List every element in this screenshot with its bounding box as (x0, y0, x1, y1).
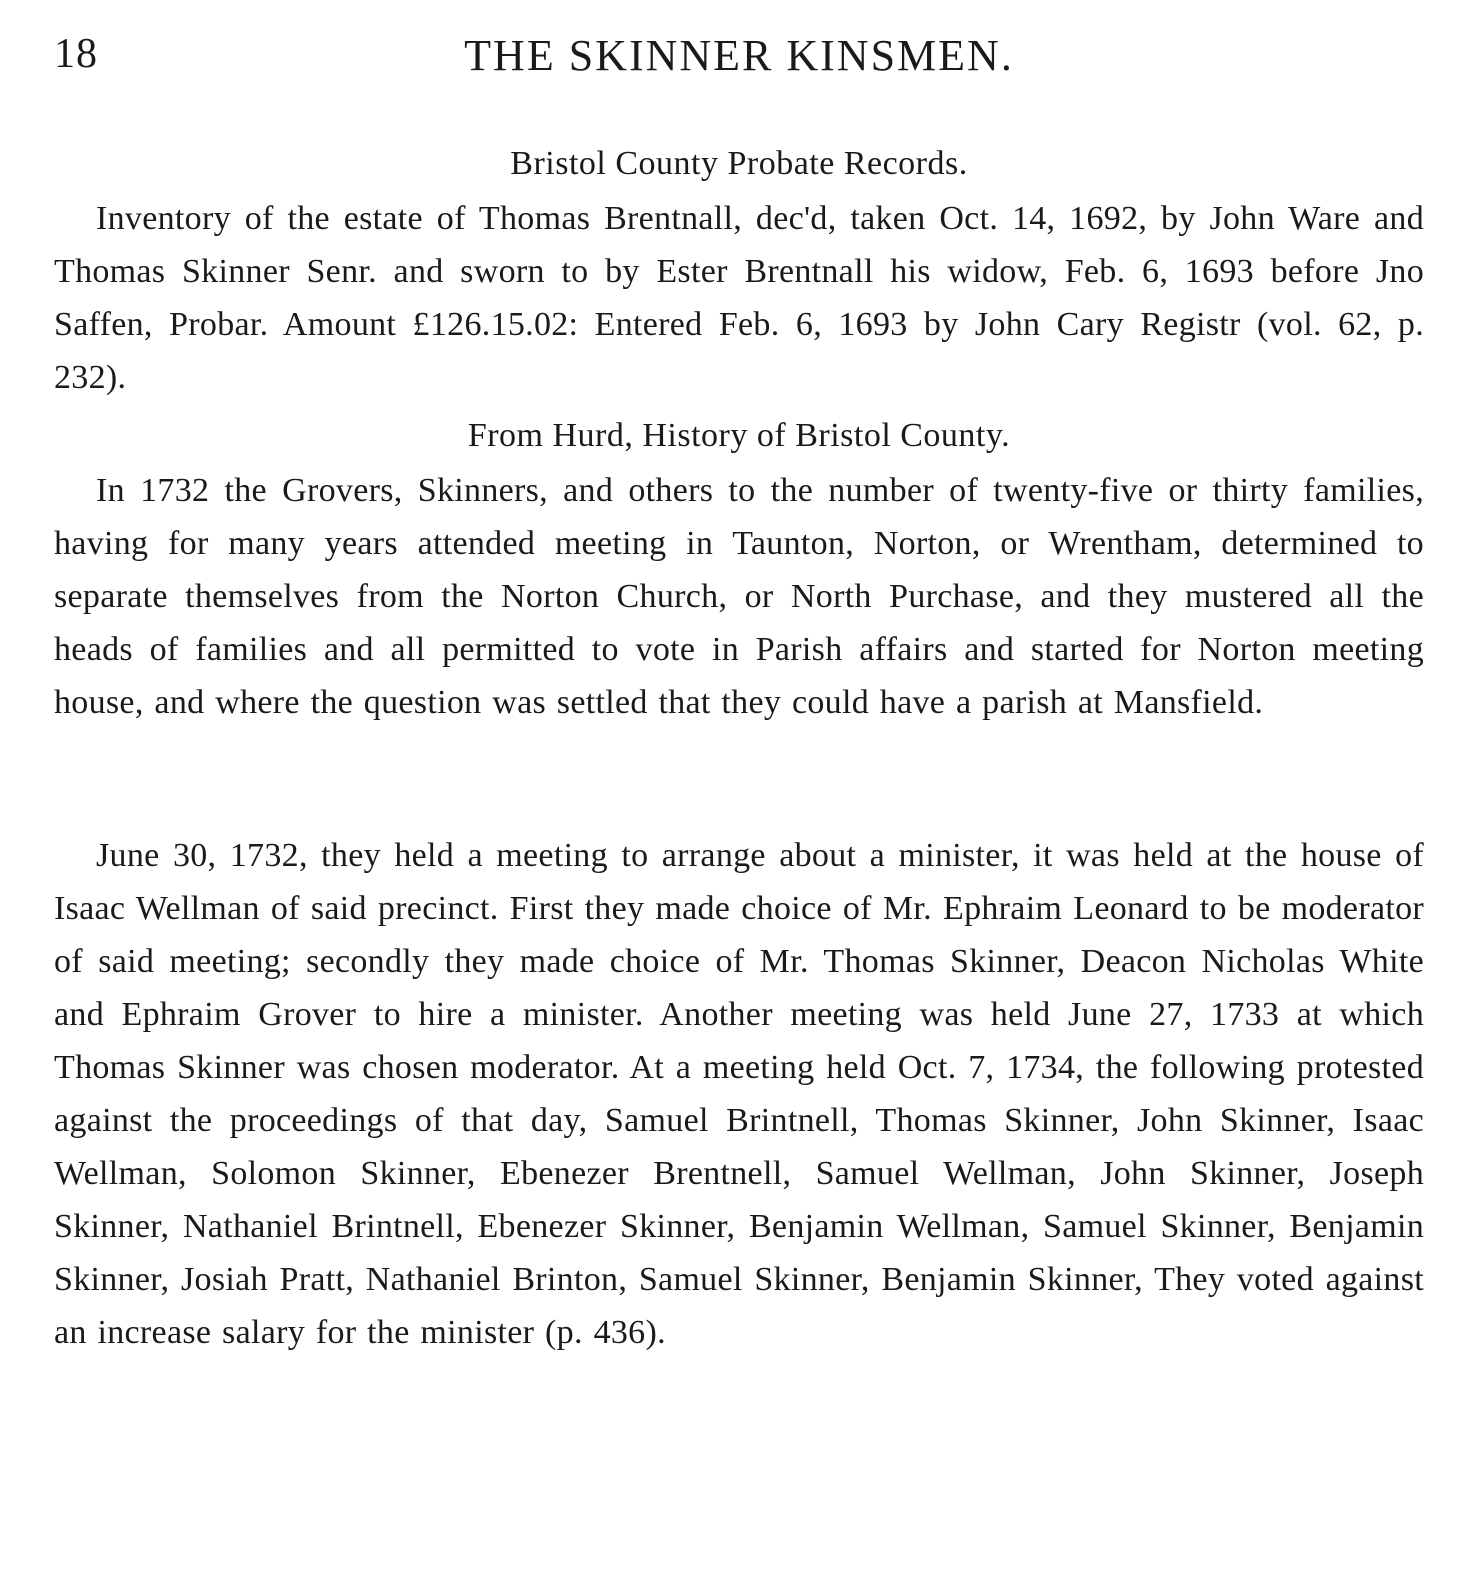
page-number: 18 (54, 31, 98, 77)
section-heading-hurd-history: From Hurd, History of Bristol County. (467, 417, 1011, 454)
paragraph-inventory: Inventory of the estate of Thomas Brentnall, dec'd, taken Oct. 14, 1692, by John Ware and Thomas Skinner Senr. and sworn to by Ester Brentnall his widow, Feb. 6, 1693 before Jno Saffen, Probar. Amount £126.15.02: Entered Feb. 6, 1693 by John Cary Registr (vol. 62, p. 232). (54, 200, 1424, 396)
section-heading-probate-records: Bristol County Probate Records. (510, 145, 968, 182)
paragraph-minister-meeting: June 30, 1732, they held a meeting to arrange about a minister, it was held at the house of Isaac Wellman of said precinct. First they made choice of Mr. Ephraim Leonard to be moderator of said meeting; secondly they made choice of Mr. Thomas Skinner, Deacon Nicholas White and Ephraim Grover to hire a minister. Another meeting was held June 27, 1733 at which Thomas Skinner was chosen moderator. At a meeting held Oct. 7, 1734, the following protested against the proceedings of that day, Samuel Brintnell, Thomas Skinner, John Skinner, Isaac Wellman, Solomon Skinner, Ebenezer Brentnell, Samuel Wellman, John Skinner, Joseph Skinner, Nathaniel Brintnell, Ebenezer Skinner, Benjamin Wellman, Samuel Skinner, Benjamin Skinner, Josiah Pratt, Nathaniel Brinton, Samuel Skinner, Benjamin Skinner, They voted against an increase salary for the minister (p. 436). (54, 837, 1424, 1351)
paragraph-parish-separation: In 1732 the Grovers, Skinners, and others to the number of twenty-five or thirty families, having for many years attended meeting in Taunton, Norton, or Wrentham, determined to separate themselves from the Norton Church, or North Purchase, and they mustered all the heads of families and all permitted to vote in Parish affairs and started for Norton meeting house, and where the question was settled that they could have a parish at Mansfield. (54, 472, 1424, 721)
page-header (54, 28, 1424, 88)
running-title: THE SKINNER KINSMEN. (464, 31, 1014, 80)
